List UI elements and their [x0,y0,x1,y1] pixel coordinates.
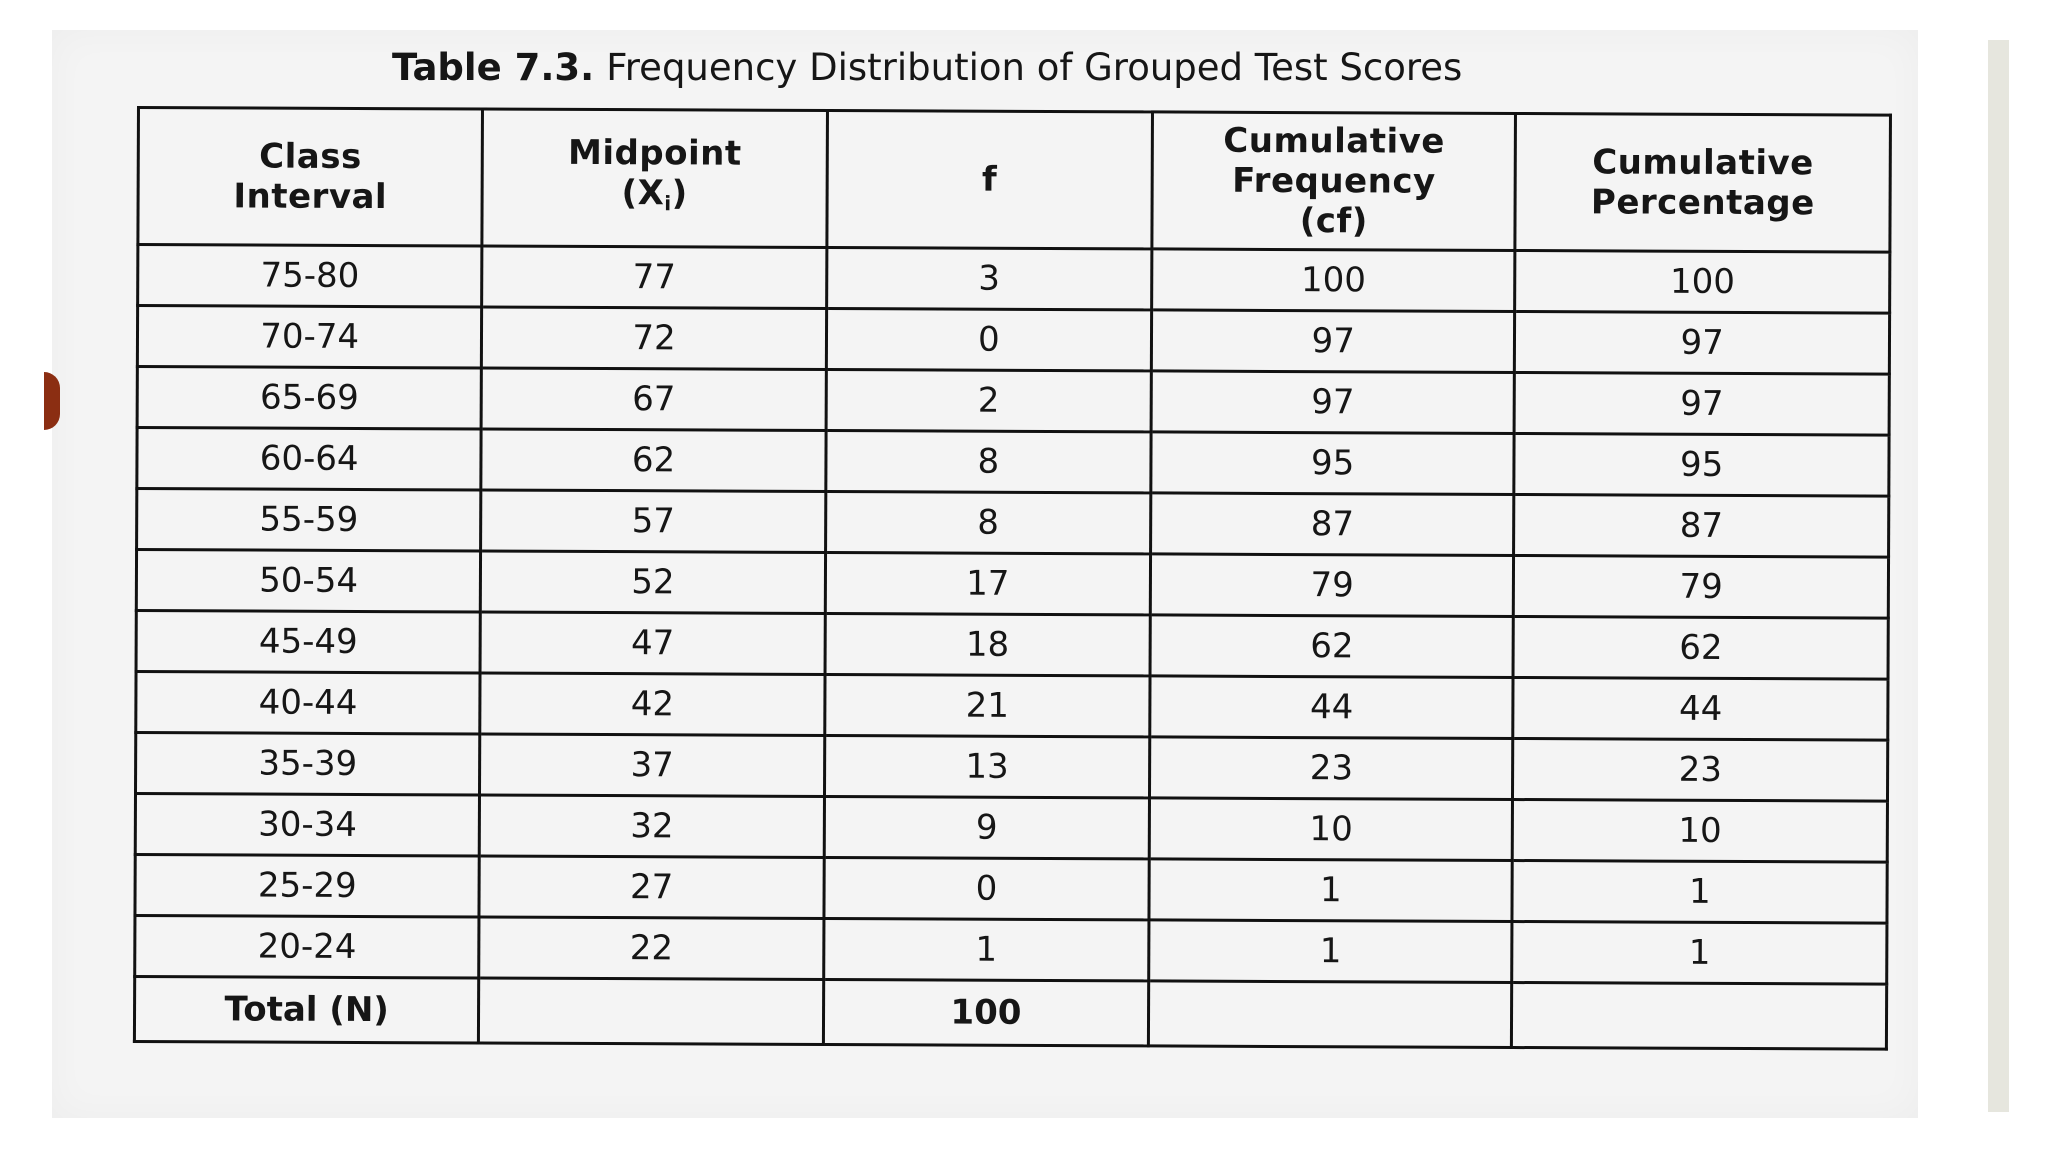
cell-cumulative-percentage: 87 [1514,495,1889,558]
frequency-table [133,106,1892,1051]
header-cumulative-frequency: Cumulative Frequency (cf) [1152,112,1516,251]
cell-cumulative-frequency: 97 [1151,310,1515,373]
cell-midpoint: 47 [480,612,825,675]
table-caption [392,46,1692,89]
table-row [135,915,1887,984]
cell-f: 0 [824,858,1150,920]
caption-text: Frequency Distribution of Grouped Test Scores [606,46,1463,89]
cell-midpoint: 77 [482,246,827,309]
total-cp [1512,983,1887,1050]
cell-cumulative-percentage: 62 [1514,617,1889,680]
cell-f: 18 [825,614,1151,676]
table-row [136,733,1888,802]
cell-f: 1 [823,919,1149,981]
cell-class-interval: 75-80 [138,245,483,308]
cell-cumulative-percentage: 97 [1515,373,1890,436]
cell-class-interval: 55-59 [137,489,482,552]
cell-midpoint: 57 [481,490,826,553]
total-midpoint [479,978,824,1045]
table-row [137,428,1889,497]
cell-cumulative-frequency: 10 [1149,798,1513,861]
table-body [134,245,1889,1050]
total-cf [1148,981,1512,1048]
cell-cumulative-percentage: 100 [1515,251,1890,314]
cell-cumulative-frequency: 1 [1149,920,1513,983]
cell-class-interval: 40-44 [136,672,481,735]
cell-cumulative-percentage: 44 [1513,678,1888,741]
cell-class-interval: 70-74 [137,306,482,369]
cell-class-interval: 45-49 [136,611,481,674]
table-row [137,306,1889,375]
cell-class-interval: 35-39 [136,733,481,796]
cell-cumulative-percentage: 1 [1512,861,1887,924]
header-cumulative-percentage: Cumulative Percentage [1515,114,1890,253]
cell-f: 8 [826,431,1152,493]
cell-midpoint: 72 [482,307,827,370]
total-label: Total (N) [134,976,479,1043]
cell-f: 9 [824,797,1150,859]
cell-cumulative-percentage: 95 [1514,434,1889,497]
header-row [138,108,1891,253]
cell-cumulative-percentage: 10 [1513,800,1888,863]
side-scrollbar [1988,40,2009,1112]
cell-f: 21 [825,675,1151,737]
header-class-interval: Class Interval [138,108,483,247]
cell-midpoint: 32 [480,795,825,858]
cell-cumulative-percentage: 23 [1513,739,1888,802]
cell-cumulative-frequency: 87 [1151,493,1515,556]
cell-class-interval: 20-24 [135,915,480,978]
table-row [137,489,1889,558]
cell-class-interval: 50-54 [136,550,481,613]
header-f: f [827,111,1153,249]
cell-f: 2 [826,370,1152,432]
cell-cumulative-frequency: 79 [1150,554,1514,617]
cell-cumulative-percentage: 1 [1512,922,1887,985]
cell-midpoint: 67 [481,368,826,431]
cell-cumulative-frequency: 62 [1150,615,1514,678]
cell-f: 13 [824,736,1150,798]
cell-class-interval: 25-29 [135,854,480,917]
cell-class-interval: 60-64 [137,428,482,491]
cell-midpoint: 42 [480,673,825,736]
table-row [135,794,1887,863]
table-row [136,550,1888,619]
table-row [136,672,1888,741]
table-row [135,854,1887,923]
cell-class-interval: 30-34 [135,794,480,857]
cell-midpoint: 37 [480,734,825,797]
cell-midpoint: 22 [479,917,824,980]
table-row [136,611,1888,680]
cell-midpoint: 27 [479,856,824,919]
cell-f: 0 [826,309,1152,371]
cell-cumulative-frequency: 97 [1151,371,1515,434]
cell-midpoint: 52 [481,551,826,614]
cell-midpoint: 62 [481,429,826,492]
total-f: 100 [823,980,1149,1046]
cell-cumulative-frequency: 1 [1149,859,1513,922]
cell-f: 3 [826,248,1152,310]
cell-f: 8 [825,492,1151,554]
cell-f: 17 [825,553,1151,615]
table-row [137,367,1889,436]
cell-cumulative-frequency: 44 [1150,676,1514,739]
cell-cumulative-percentage: 79 [1514,556,1889,619]
cell-cumulative-frequency: 95 [1151,432,1515,495]
header-midpoint: Midpoint $(X_i)$ [482,109,827,248]
table-row [138,245,1890,314]
caption-label: Table 7.3. [392,46,595,89]
cell-cumulative-frequency: 100 [1152,249,1516,312]
cell-cumulative-frequency: 23 [1150,737,1514,800]
edge-mark [44,372,60,430]
cell-class-interval: 65-69 [137,367,482,430]
cell-cumulative-percentage: 97 [1515,312,1890,375]
total-row [134,976,1886,1049]
